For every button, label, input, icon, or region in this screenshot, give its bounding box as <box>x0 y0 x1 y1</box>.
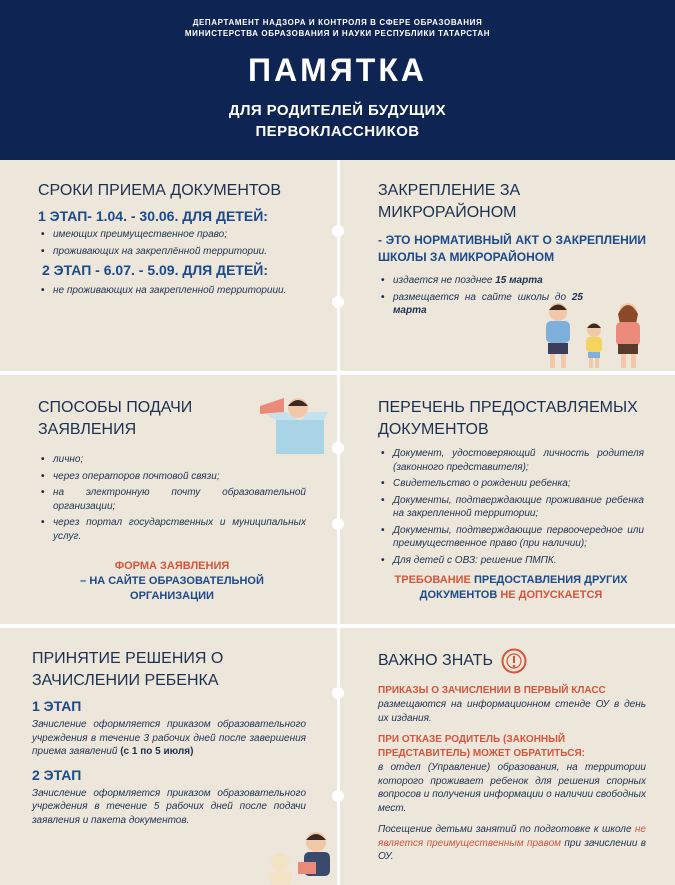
stage1-title: 1 ЭТАП- 1.04. - 30.06. ДЛЯ ДЕТЕЙ: <box>38 208 268 224</box>
decision-stage2-text: Зачисление оформляется приказом образовательного учреждения в течение 5 рабочих дней после подачи заявления и пакета документов. <box>32 787 306 826</box>
divider-dot <box>332 518 344 530</box>
divider-dot <box>332 790 344 802</box>
divider-dot <box>332 442 344 454</box>
list-item: • Свидетельство о рождении ребенка; <box>378 477 644 491</box>
decision-stage1-title: 1 ЭТАП <box>32 698 82 714</box>
page-title: ПАМЯТКА <box>248 52 427 88</box>
deadlines-heading: СРОКИ ПРИЕМА ДОКУМЕНТОВ <box>38 182 282 199</box>
orders-label: ПРИКАЗЫ О ЗАЧИСЛЕНИИ В ПЕРВЫЙ КЛАСС <box>378 685 606 696</box>
divider-dot <box>332 687 344 699</box>
documents-panel <box>378 397 644 603</box>
decision-panel <box>32 648 306 827</box>
divider <box>337 375 340 624</box>
list-item: • лично; <box>38 453 306 467</box>
refusal-text: в отдел (Управление) образования, на территории которого проживает ребенок для решения спорных вопросов и получения информации о наличии свободных мест. <box>378 762 646 814</box>
decision-stage2-title: 2 ЭТАП <box>32 766 82 783</box>
child-with-spyglass-illustration <box>258 392 330 458</box>
divider <box>337 160 340 371</box>
orders-text: размещаются на информационном стенде ОУ в день их издания. <box>378 699 646 724</box>
documents-requirement: ТРЕБОВАНИЕ ПРЕДОСТАВЛЕНИЯ ДРУГИХ ДОКУМЕНТОВ НЕ ДОПУСКАЕТСЯ <box>394 574 628 601</box>
decision-stage1-text: Зачисление оформляется приказом образовательного учреждения в течение 3 рабочих дней после завершения приема заявлений (с 1 по 5 июля) <box>32 719 306 757</box>
documents-list <box>378 447 644 567</box>
documents-heading: ПЕРЕЧЕНЬ ПРЕДОСТАВЛЯЕМЫХ ДОКУМЕНТОВ <box>378 399 638 438</box>
stage1-list <box>38 228 310 258</box>
deadlines-panel <box>38 180 310 301</box>
list-item: • через операторов почтовой связи; <box>38 470 306 484</box>
divider <box>337 628 340 885</box>
list-item: • через портал государственных и муниципальных услуг. <box>38 516 306 543</box>
children-illustration <box>536 300 656 372</box>
list-item: • не проживающих на закрепленной территориии. <box>38 284 310 298</box>
list-item: • проживающих на закреплённой территории. <box>38 245 310 259</box>
list-item: • размещается на сайте школы до 25 марта <box>378 291 583 318</box>
form-note: ФОРМА ЗАЯВЛЕНИЯ – НА САЙТЕ ОБРАЗОВАТЕЛЬНОЙ ОРГАНИЗАЦИИ <box>80 560 264 602</box>
decision-heading: ПРИНЯТИЕ РЕШЕНИЯ О ЗАЧИСЛЕНИИ РЕБЕНКА <box>32 650 224 689</box>
header <box>0 0 675 160</box>
stage2-title: 2 ЭТАП - 6.07. - 5.09. ДЛЯ ДЕТЕЙ: <box>42 262 269 278</box>
important-heading-row <box>378 648 646 674</box>
visit-note: Посещение детьми занятий по подготовке к школе не является преимущественным правом при зачислении в ОУ. <box>378 824 646 862</box>
important-heading: ВАЖНО ЗНАТЬ <box>378 652 493 669</box>
refusal-label: ПРИ ОТКАЗЕ РОДИТЕЛЬ (ЗАКОННЫЙ ПРЕДСТАВИТЕЛЬ) МОЖЕТ ОБРАТИТЬСЯ: <box>378 734 585 759</box>
list-item: • Документы, подтверждающие первоочередное или преимущественное право (при наличии); <box>378 524 644 551</box>
district-heading: ЗАКРЕПЛЕНИЕ ЗА МИКРОРАЙОНОМ <box>378 182 521 221</box>
district-intro: - ЭТО НОРМАТИВНЫЙ АКТ О ЗАКРЕПЛЕНИИ ШКОЛЫ ЗА МИКРОРАЙОНОМ <box>378 233 646 264</box>
divider-dot <box>332 296 344 308</box>
important-panel <box>378 648 646 864</box>
department-name: ДЕПАРТАМЕНТ НАДЗОРА И КОНТРОЛЯ В СФЕРЕ ОБРАЗОВАНИЯ МИНИСТЕРСТВА ОБРАЗОВАНИЯ И НАУКИ РЕСПУБЛИКИ ТАТАРСТАН <box>184 18 491 38</box>
list-item: • Документы, подтверждающие проживание ребенка на закрепленной территории; <box>378 494 644 521</box>
stage2-list <box>38 284 310 298</box>
list-item: • на электронную почту образовательной организации; <box>38 486 306 513</box>
children-reading-illustration <box>262 828 336 885</box>
page-subtitle: ДЛЯ РОДИТЕЛЕЙ БУДУЩИХ ПЕРВОКЛАССНИКОВ <box>228 102 447 140</box>
list-item: • издается не позднее 15 марта <box>378 274 583 288</box>
list-item: • Документ, удостоверяющий личность родителя (законного представителя); <box>378 447 644 474</box>
submission-heading: СПОСОБЫ ПОДАЧИ ЗАЯВЛЕНИЯ <box>38 399 193 438</box>
divider-dot <box>332 225 344 237</box>
submission-list <box>38 453 306 543</box>
list-item: • имеющих преимущественное право; <box>38 228 310 242</box>
list-item: • Для детей с ОВЗ: решение ПМПК. <box>378 554 644 568</box>
alert-icon <box>501 648 527 674</box>
content-grid <box>0 160 675 885</box>
